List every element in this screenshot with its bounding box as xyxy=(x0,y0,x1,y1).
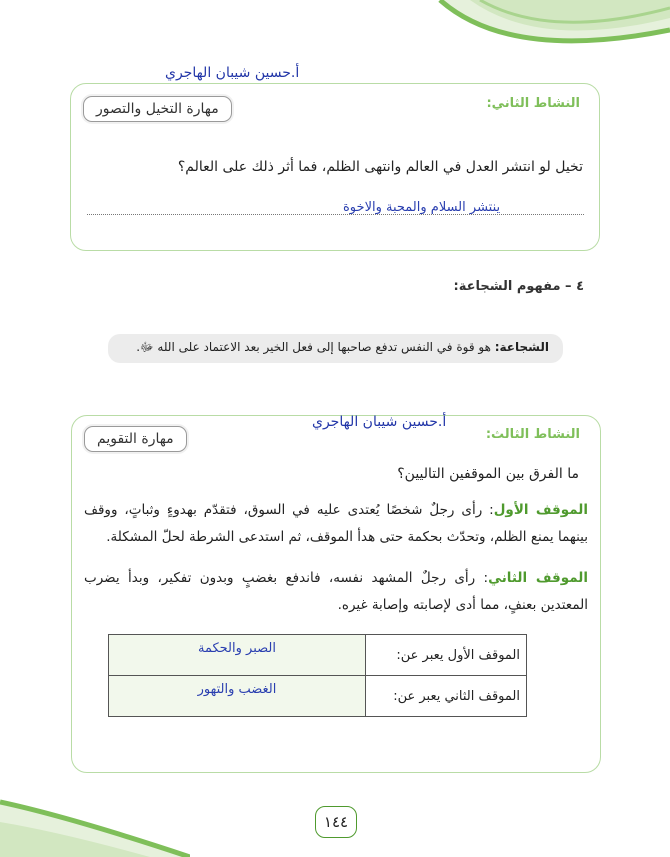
activity3-title: النشاط الثالث: xyxy=(485,427,580,442)
activity3-skill-badge: مهارة التقويم xyxy=(84,426,187,452)
section-heading: ٤ – مفهوم الشجاعة: xyxy=(453,279,584,294)
situation-2 xyxy=(84,565,588,619)
comparison-table xyxy=(108,634,527,717)
table-answer: الصبر والحكمة xyxy=(109,635,366,676)
teacher-name: أ.حسين شيبان الهاجري xyxy=(312,414,447,430)
activity2-skill-badge: مهارة التخيل والتصور xyxy=(83,96,232,122)
definition-box xyxy=(108,334,563,363)
teacher-name: أ.حسين شيبان الهاجري xyxy=(165,65,300,81)
activity2-answer: ينتشر السلام والمحبة والاخوة xyxy=(343,200,501,215)
decorative-corner-top xyxy=(420,0,670,70)
table-label: الموقف الأول يعبر عن: xyxy=(366,635,527,676)
table-answer: الغضب والتهور xyxy=(109,676,366,717)
decorative-corner-bottom xyxy=(0,782,190,857)
table-label: الموقف الثاني يعبر عن: xyxy=(366,676,527,717)
table-row xyxy=(109,635,527,676)
page-number: ١٤٤ xyxy=(315,806,357,838)
activity3-question: ما الفرق بين الموقفين التاليين؟ xyxy=(397,466,579,482)
definition-text: هو قوة في النفس تدفع صاحبها إلى فعل الخير بعد الاعتماد على الله ﷻ. xyxy=(136,340,495,354)
answer-line xyxy=(87,214,584,215)
activity2-title: النشاط الثاني: xyxy=(486,96,580,111)
table-row xyxy=(109,676,527,717)
activity2-question: تخيل لو انتشر العدل في العالم وانتهى الظلم، فما أثر ذلك على العالم؟ xyxy=(177,159,583,175)
situation-1-text: : رأى رجلٌ شخصًا يُعتدى عليه في السوق، فتقدّم بهدوءٍ وثباتٍ، ووقف بينهما يمنع الظلم، وتحدّث بحكمة حتى هدأ الموقف، ثم استدعى الشرطة لحلّ المشكلة. xyxy=(84,502,588,545)
situation-1 xyxy=(84,497,588,551)
definition-term: الشجاعة: xyxy=(494,340,549,354)
situation-2-text: : رأى رجلٌ المشهد نفسه، فاندفع بغضبٍ وبدون تفكير، وبدأ يضرب المعتدين بعنفٍ، مما أدى لإصابته وإصابة غيره. xyxy=(84,570,588,613)
situation-1-label: الموقف الأول xyxy=(493,502,588,518)
situation-2-label: الموقف الثاني xyxy=(488,570,588,586)
